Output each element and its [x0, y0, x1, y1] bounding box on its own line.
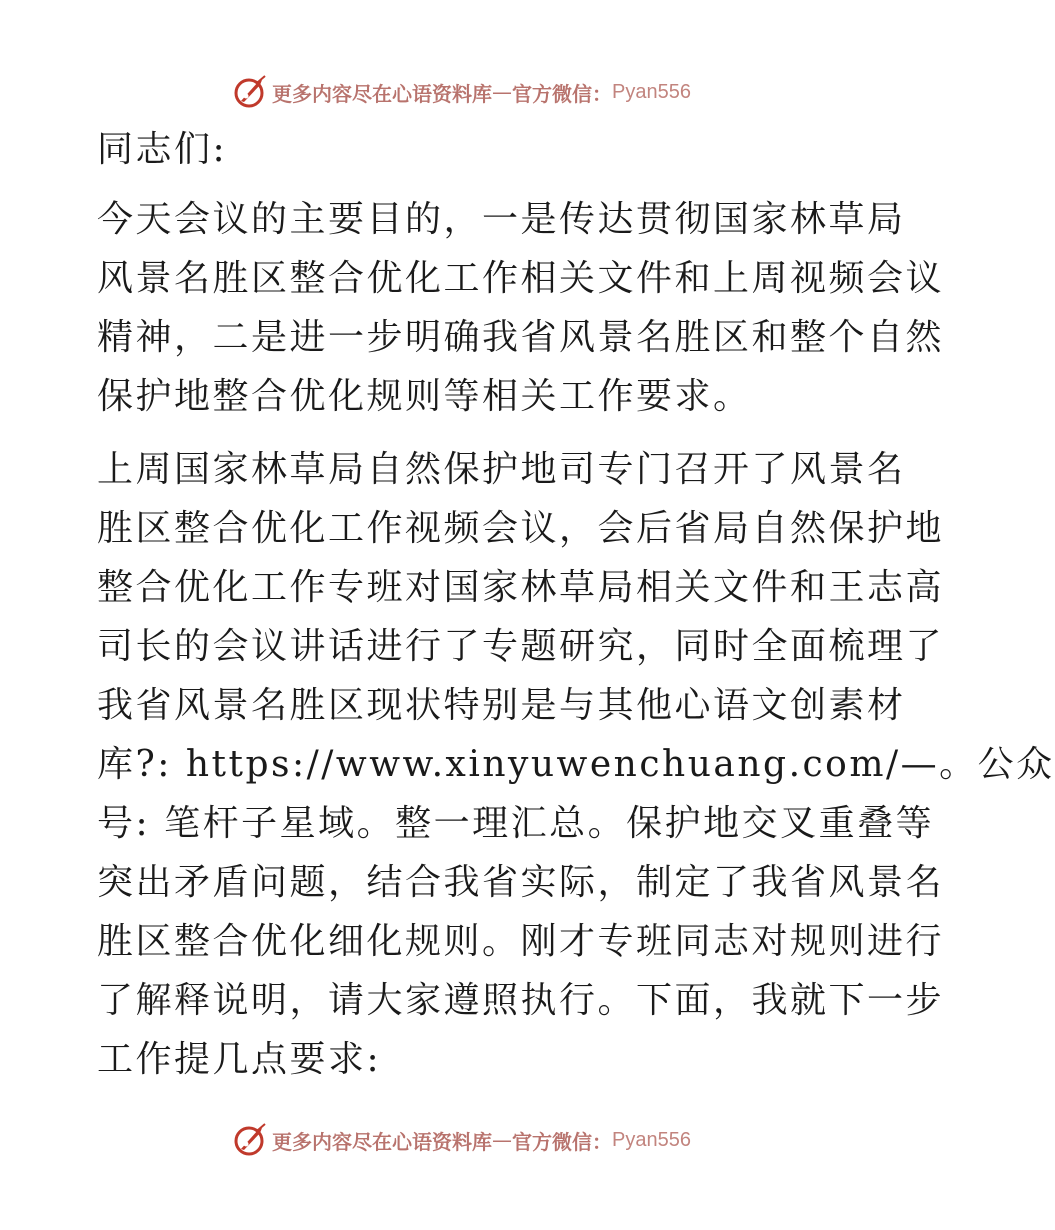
- paragraph-line: 突出矛盾问题，结合我省实际，制定了我省风景名: [97, 862, 945, 903]
- paragraph-line: 精神，二是进一步明确我省风景名胜区和整个自然: [97, 317, 945, 358]
- banner-dash: —: [492, 1128, 512, 1152]
- greeting-line: 同志们:: [97, 129, 228, 170]
- banner-wechat-id: Pyan556: [612, 80, 691, 103]
- paragraph-line: 风景名胜区整合优化工作相关文件和上周视频会议: [97, 258, 945, 299]
- paragraph-line: 保护地整合优化规则等相关工作要求。: [97, 376, 752, 417]
- banner-dash: —: [492, 80, 512, 104]
- footer-banner: [232, 1120, 691, 1160]
- greeting-block: [97, 120, 857, 179]
- header-banner: [232, 72, 691, 112]
- banner-slogan: 更多内容尽在心语资料库: [272, 81, 492, 106]
- paragraph-line: 胜区整合优化工作视频会议，会后省局自然保护地: [97, 508, 945, 549]
- paragraph-line: 司长的会议讲话进行了专题研究，同时全面梳理了: [97, 626, 945, 667]
- quill-pen-logo-icon: [232, 1122, 268, 1158]
- banner-slogan: 更多内容尽在心语资料库: [272, 1129, 492, 1154]
- paragraph-line: 库?: https://www.xinyuwenchuang.com/—。公众: [97, 744, 1055, 785]
- paragraph-line: 上周国家林草局自然保护地司专门召开了风景名: [97, 449, 906, 490]
- paragraph-line: 号: 笔杆子星域。整一理汇总。保护地交叉重叠等: [97, 803, 935, 844]
- paragraph-line: 整合优化工作专班对国家林草局相关文件和王志高: [97, 567, 945, 608]
- paragraph-line: 我省风景名胜区现状特别是与其他心语文创素材: [97, 685, 906, 726]
- paragraph-line: 工作提几点要求:: [97, 1039, 382, 1080]
- paragraph-line: 了解释说明，请大家遵照执行。下面，我就下一步: [97, 980, 945, 1021]
- paragraph-line: 今天会议的主要目的，一是传达贯彻国家林草局: [97, 199, 906, 240]
- banner-official-label: 官方微信：: [512, 1129, 612, 1154]
- banner-wechat-id: Pyan556: [612, 1128, 691, 1151]
- paragraph-2: [97, 440, 1055, 1089]
- paragraph-line: 胜区整合优化细化规则。刚才专班同志对规则进行: [97, 921, 945, 962]
- banner-official-label: 官方微信：: [512, 81, 612, 106]
- paragraph-1: [97, 190, 945, 426]
- quill-pen-logo-icon: [232, 74, 268, 110]
